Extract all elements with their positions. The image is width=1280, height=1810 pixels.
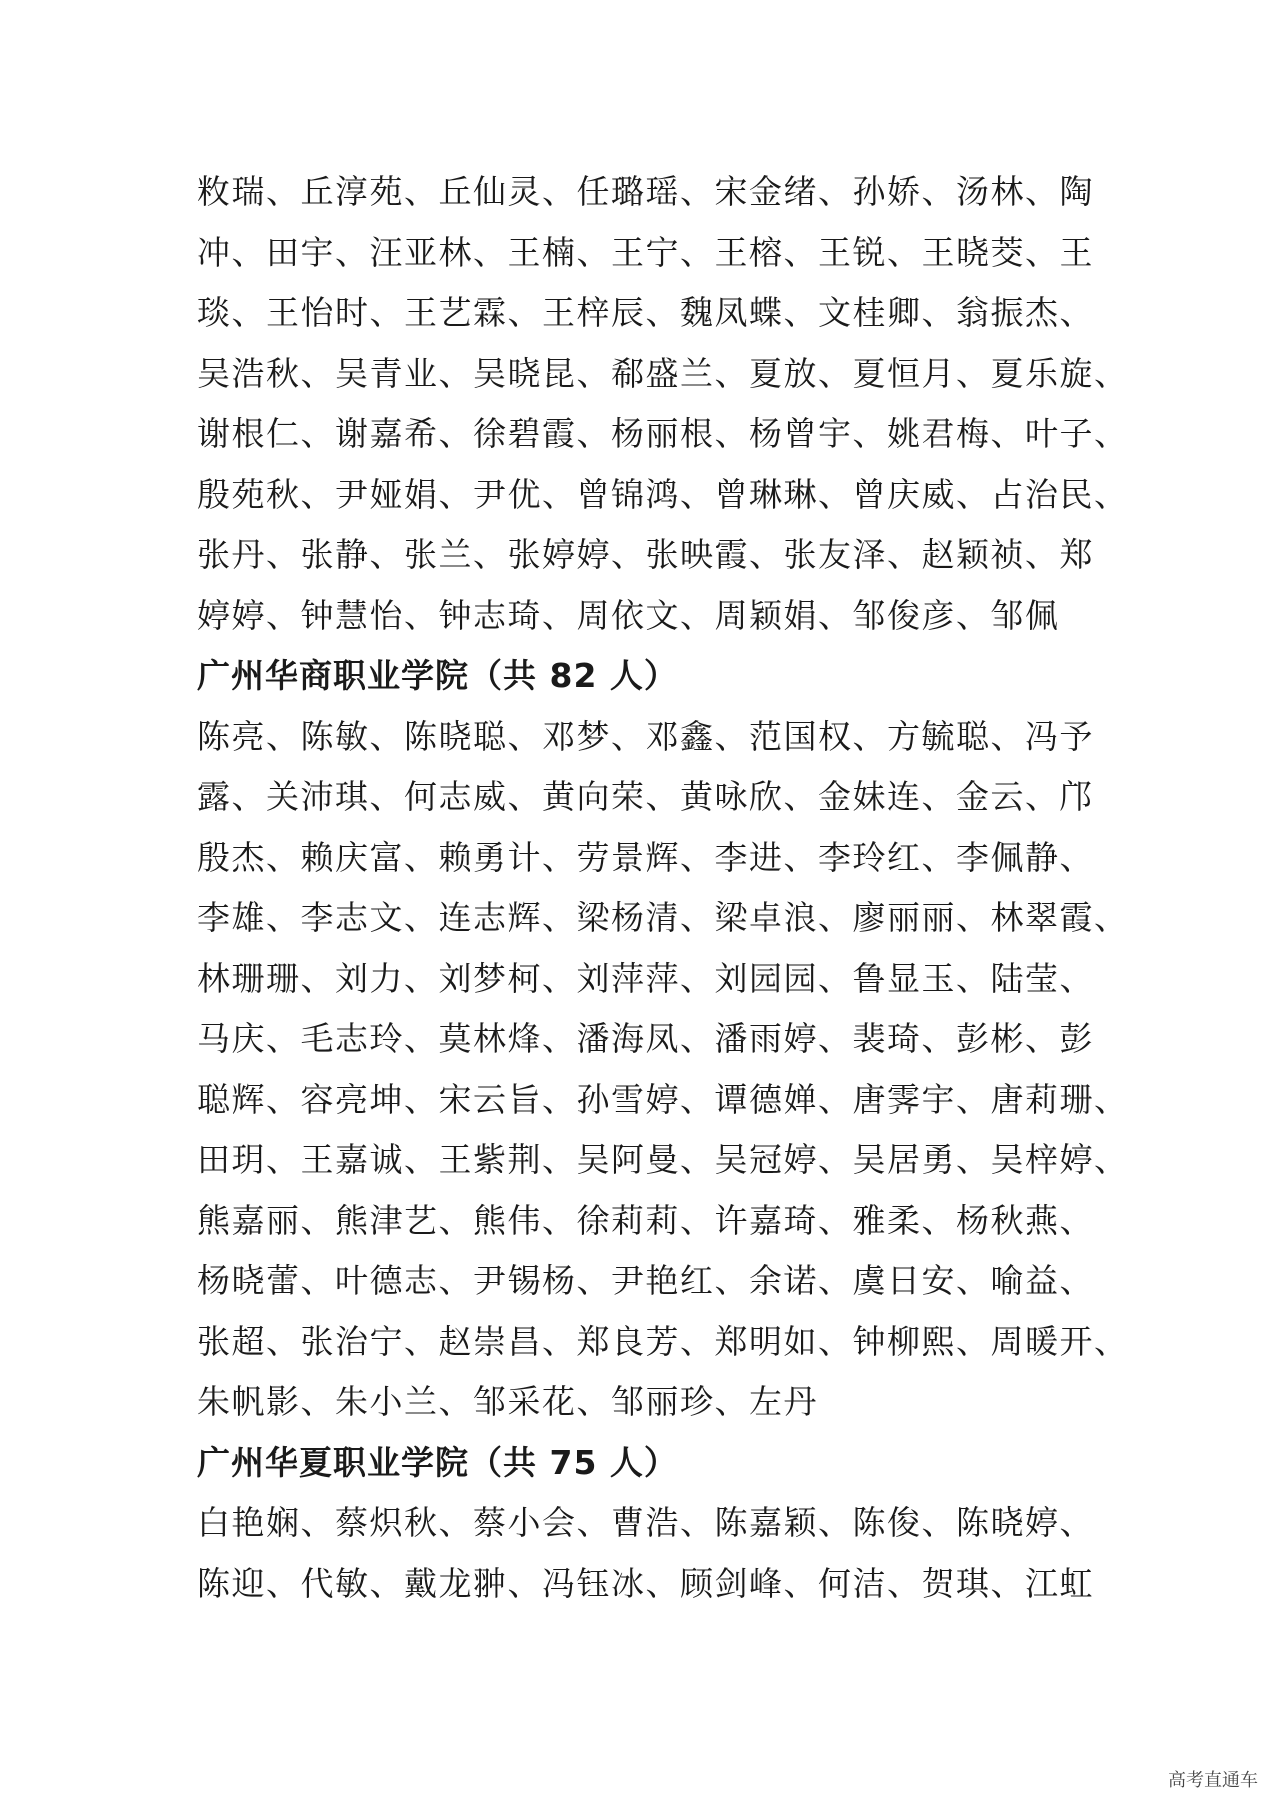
- name-list-line: 殷苑秋、尹娅娟、尹优、曾锦鸿、曾琳琳、曾庆威、占治民、: [197, 474, 1129, 514]
- name-list-line: 白艳娴、蔡炽秋、蔡小会、曹浩、陈嘉颖、陈俊、陈晓婷、: [197, 1503, 1094, 1542]
- document-page: [197, 162, 1129, 1614]
- name-list-line: 马庆、毛志玲、莫林烽、潘海凤、潘雨婷、裴琦、彭彬、彭: [197, 1019, 1094, 1058]
- section-continued: [197, 162, 1129, 646]
- name-list-line: 婷婷、钟慧怡、钟志琦、周依文、周颖娟、邹俊彦、邹佩: [197, 595, 1060, 635]
- name-list-line: 陈亮、陈敏、陈晓聪、邓梦、邓鑫、范国权、方毓聪、冯予: [197, 716, 1094, 756]
- section-heading: 广州华商职业学院（共 82 人）: [197, 656, 678, 695]
- name-list-line: 林珊珊、刘力、刘梦柯、刘萍萍、刘园园、鲁显玉、陆莹、: [197, 958, 1094, 998]
- watermark: 高考直通车: [1168, 1770, 1258, 1791]
- name-list-line: 吴浩秋、吴青业、吴晓昆、郗盛兰、夏放、夏恒月、夏乐旋、: [197, 353, 1129, 393]
- name-list-line: 琰、王怡时、王艺霖、王梓辰、魏凤蝶、文桂卿、翁振杰、: [197, 293, 1094, 332]
- name-list-line: 谢根仁、谢嘉希、徐碧霞、杨丽根、杨曾宇、姚君梅、叶子、: [197, 414, 1129, 453]
- name-list-line: 杨晓蕾、叶德志、尹锡杨、尹艳红、余诺、虞日安、喻益、: [197, 1261, 1094, 1300]
- name-list-line: 殷杰、赖庆富、赖勇计、劳景辉、李进、李玲红、李佩静、: [197, 837, 1094, 877]
- name-list-line: 朱帆影、朱小兰、邹采花、邹丽珍、左丹: [197, 1382, 818, 1421]
- name-list-line: 田玥、王嘉诚、王紫荆、吴阿曼、吴冠婷、吴居勇、吴梓婷、: [197, 1140, 1129, 1179]
- name-list-line: 聪辉、容亮坤、宋云旨、孙雪婷、谭德婵、唐霁宇、唐莉珊、: [197, 1079, 1129, 1119]
- name-list-line: 李雄、李志文、连志辉、梁杨清、梁卓浪、廖丽丽、林翠霞、: [197, 898, 1129, 937]
- name-list-line: 陈迎、代敏、戴龙翀、冯钰冰、顾剑峰、何洁、贺琪、江虹: [197, 1563, 1094, 1603]
- name-list-line: 张超、张治宁、赵崇昌、郑良芳、郑明如、钟柳熙、周暖开、: [197, 1321, 1129, 1361]
- name-list-line: 张丹、张静、张兰、张婷婷、张映霞、张友泽、赵颖祯、郑: [197, 535, 1094, 574]
- name-list-line: 冲、田宇、汪亚林、王楠、王宁、王榕、王锐、王晓茭、王: [197, 232, 1094, 272]
- section-heading: 广州华夏职业学院（共 75 人）: [197, 1442, 678, 1482]
- section-huaxia: [197, 1433, 1097, 1615]
- section-huashang: [197, 646, 1129, 1433]
- name-list-line: 敉瑞、丘淳苑、丘仙灵、任璐瑶、宋金绪、孙娇、汤林、陶: [197, 172, 1094, 211]
- name-list-line: 露、关沛琪、何志威、黄向荣、黄咏欣、金妹连、金云、邝: [197, 777, 1094, 816]
- name-list-line: 熊嘉丽、熊津艺、熊伟、徐莉莉、许嘉琦、雅柔、杨秋燕、: [197, 1200, 1094, 1240]
